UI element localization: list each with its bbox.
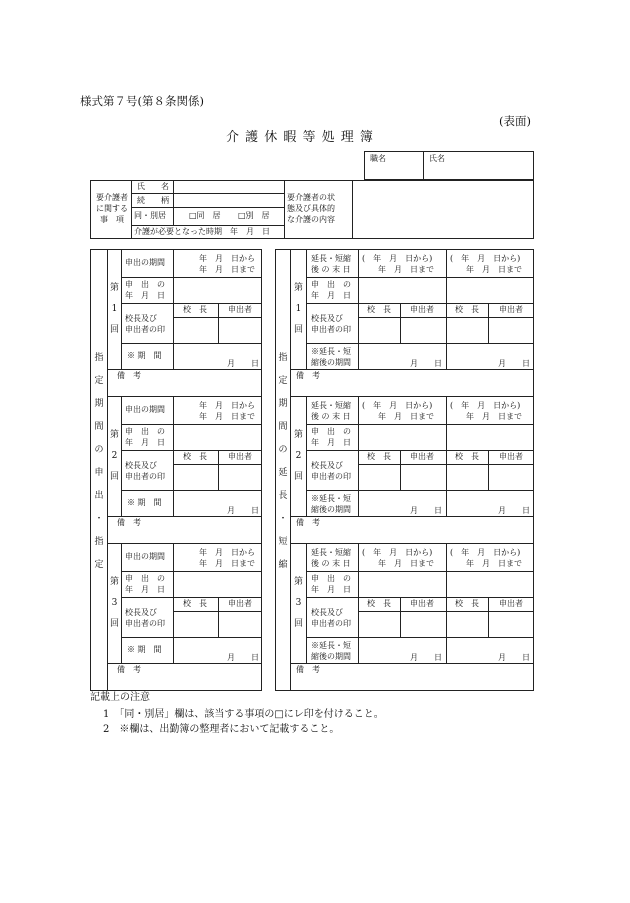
applicant-label: 申出者 <box>410 452 434 461</box>
applicant-label: 申出者 <box>410 599 434 608</box>
applicant-label: 申出者 <box>499 452 523 461</box>
applicant-label: 申出者 <box>499 305 523 314</box>
notes-heading: 記載上の注意 <box>90 692 150 703</box>
cohabit-label: 同・別居 <box>134 211 166 220</box>
care-start-label: 介護が必要となった時期 年 月 日 <box>134 227 270 236</box>
kikan-label: ※ 期 間 <box>127 645 162 654</box>
from-paren-b: ( 年 月 日から) <box>450 401 521 410</box>
left-block-3-number: 第 3 回 <box>109 577 119 629</box>
from-paren-b: ( 年 月 日から) <box>450 548 521 557</box>
period-label: 申出の期間 <box>125 405 165 414</box>
end-date-label: 延長・短縮 後 の 末 日 <box>311 548 351 568</box>
principal-label: 校 長 <box>455 599 479 608</box>
principal-seal-field[interactable] <box>174 318 217 342</box>
right-block-1-number: 第 1 回 <box>293 283 303 335</box>
end-date-label: 延長・短縮 後 の 末 日 <box>311 401 351 421</box>
care-relation-field[interactable] <box>174 194 283 206</box>
seal-label: 校長及び 申出者の印 <box>125 314 165 334</box>
applicant-label: 申出者 <box>228 305 252 314</box>
applicant-seal-field[interactable] <box>219 465 261 489</box>
period-to: 年 月 日まで <box>199 559 255 568</box>
right-block-3-number: 第 3 回 <box>293 577 303 629</box>
from-paren-a: ( 年 月 日から) <box>362 254 433 263</box>
principal-label: 校 長 <box>367 305 391 314</box>
period-from: 年 月 日から <box>199 548 255 557</box>
name-label: 氏名 <box>429 154 445 163</box>
month-day: 月 日 <box>498 653 530 662</box>
applicant-label: 申出者 <box>228 599 252 608</box>
note-label: 備 考 <box>296 371 320 380</box>
seal-label: 校長及び 申出者の印 <box>125 608 165 628</box>
applicant-seal-field[interactable] <box>219 612 261 636</box>
applicant-label: 申出者 <box>228 452 252 461</box>
request-date-label: 申 出 の 年 月 日 <box>125 427 165 447</box>
position-label: 職名 <box>370 154 386 163</box>
left-block-2-number: 第 2 回 <box>109 430 119 482</box>
month-day: 月 日 <box>227 359 259 368</box>
seal-label: 校長及び 申出者の印 <box>125 461 165 481</box>
period-to: 年 月 日まで <box>199 265 255 274</box>
note-label: 備 考 <box>296 518 320 527</box>
from-paren-b: ( 年 月 日から) <box>450 254 521 263</box>
page-title: 介 護 休 暇 等 処 理 簿 <box>226 130 374 145</box>
kikan-label: ※ 期 間 <box>127 498 162 507</box>
request-date-label: 申 出 の 年 月 日 <box>311 427 351 447</box>
to-a: 年 月 日まで <box>378 265 434 274</box>
care-name-field[interactable] <box>174 181 283 193</box>
care-condition-field[interactable] <box>353 181 533 238</box>
period-to: 年 月 日まで <box>199 412 255 421</box>
period-label: 申出の期間 <box>125 552 165 561</box>
applicant-seal-field[interactable] <box>219 318 261 342</box>
request-date-label: 申 出 の 年 月 日 <box>311 280 351 300</box>
request-date-label: 申 出 の 年 月 日 <box>311 574 351 594</box>
form-side-label: (表面) <box>499 114 531 128</box>
period-from: 年 月 日から <box>199 401 255 410</box>
note-label: 備 考 <box>117 371 141 380</box>
designation-vertical-label: 指 定 期 間 の 申 出 ・ 指 定 <box>94 353 104 570</box>
form-number: 様式第７号(第８条関係) <box>80 94 204 108</box>
request-date-label: 申 出 の 年 月 日 <box>125 280 165 300</box>
kikan-label: ※ 期 間 <box>127 351 162 360</box>
period-from: 年 月 日から <box>199 254 255 263</box>
to-b: 年 月 日まで <box>466 412 522 421</box>
right-block-2-number: 第 2 回 <box>293 430 303 482</box>
note-item-1: 1 「同・別居」欄は、該当する事項の□にレ印を付けること。 <box>103 709 384 720</box>
right-block-1 <box>290 249 534 396</box>
month-day: 月 日 <box>498 506 530 515</box>
period-label: 申出の期間 <box>125 258 165 267</box>
month-day: 月 日 <box>227 653 259 662</box>
left-block-2 <box>107 396 262 543</box>
after-period-label: ※延長・短 縮後の期間 <box>311 347 351 367</box>
principal-label: 校 長 <box>367 452 391 461</box>
note-label: 備 考 <box>296 665 320 674</box>
right-block-2 <box>290 396 534 543</box>
request-date-label: 申 出 の 年 月 日 <box>125 574 165 594</box>
after-period-label: ※延長・短 縮後の期間 <box>311 494 351 514</box>
principal-label: 校 長 <box>367 599 391 608</box>
note-label: 備 考 <box>117 518 141 527</box>
cohabit-same-checkbox[interactable]: □同 居 <box>189 211 221 220</box>
principal-seal-field[interactable] <box>174 612 217 636</box>
from-paren-a: ( 年 月 日から) <box>362 548 433 557</box>
to-b: 年 月 日まで <box>466 265 522 274</box>
applicant-label: 申出者 <box>410 305 434 314</box>
right-block-3 <box>290 543 534 691</box>
to-b: 年 月 日まで <box>466 559 522 568</box>
principal-label: 校 長 <box>455 452 479 461</box>
note-item-2: 2 ※欄は、出勤簿の整理者において記載すること。 <box>103 724 340 735</box>
left-block-1 <box>107 249 262 396</box>
principal-label: 校 長 <box>183 305 207 314</box>
to-a: 年 月 日まで <box>378 559 434 568</box>
after-period-label: ※延長・短 縮後の期間 <box>311 641 351 661</box>
left-block-1-number: 第 1 回 <box>109 283 119 335</box>
month-day: 月 日 <box>410 506 442 515</box>
care-name-label: 氏 名 <box>137 182 169 191</box>
care-relation-label: 続 柄 <box>137 196 169 205</box>
from-paren-a: ( 年 月 日から) <box>362 401 433 410</box>
to-a: 年 月 日まで <box>378 412 434 421</box>
extension-vertical-label: 指 定 期 間 の 延 長 ・ 短 縮 <box>278 353 288 570</box>
seal-label: 校長及び 申出者の印 <box>311 314 351 334</box>
principal-label: 校 長 <box>183 452 207 461</box>
care-condition-label: 要介護者の状 態及び具体的 な介護の内容 <box>287 193 335 224</box>
principal-seal-field[interactable] <box>174 465 217 489</box>
applicant-label: 申出者 <box>499 599 523 608</box>
position-field[interactable] <box>365 165 422 179</box>
principal-label: 校 長 <box>455 305 479 314</box>
month-day: 月 日 <box>498 359 530 368</box>
month-day: 月 日 <box>227 506 259 515</box>
principal-label: 校 長 <box>183 599 207 608</box>
note-label: 備 考 <box>117 665 141 674</box>
left-block-3 <box>107 543 262 691</box>
name-field[interactable] <box>424 165 533 179</box>
end-date-label: 延長・短縮 後 の 末 日 <box>311 254 351 274</box>
cohabit-separate-checkbox[interactable]: □別 居 <box>238 211 270 220</box>
care-target-row-label: 要介護者 に関する 事 項 <box>96 193 128 224</box>
seal-label: 校長及び 申出者の印 <box>311 608 351 628</box>
month-day: 月 日 <box>410 653 442 662</box>
seal-label: 校長及び 申出者の印 <box>311 461 351 481</box>
month-day: 月 日 <box>410 359 442 368</box>
